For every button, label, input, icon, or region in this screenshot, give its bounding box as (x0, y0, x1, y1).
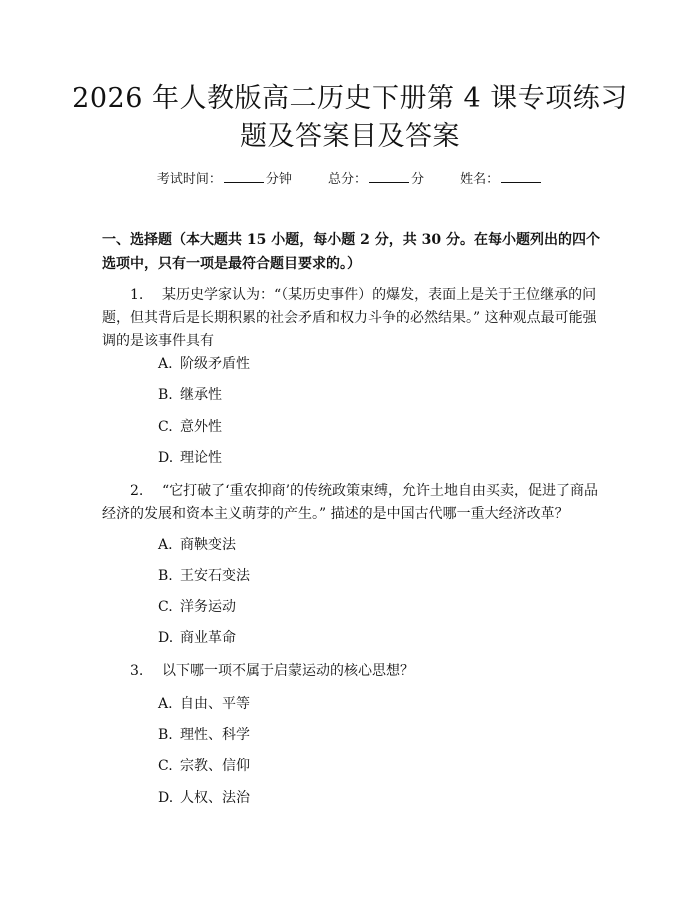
question-2-option-d (158, 628, 236, 648)
question-3-option-b (158, 725, 250, 745)
question-1 (102, 284, 602, 353)
option-letter: D. (158, 450, 174, 466)
option-text: 理论性 (180, 450, 222, 466)
option-text: 商鞅变法 (180, 537, 236, 553)
option-letter: A. (158, 356, 173, 372)
option-text: 理性、科学 (180, 727, 250, 743)
option-letter: B. (158, 387, 173, 403)
option-letter: A. (158, 537, 173, 553)
question-2-option-a (158, 535, 236, 555)
exam-time-unit: 分钟 (265, 172, 292, 187)
option-text: 人权、法治 (180, 790, 250, 806)
question-3-option-c (158, 756, 250, 776)
exam-time-label: 考试时间： (156, 172, 222, 187)
option-text: 王安石变法 (180, 568, 250, 584)
question-3-option-d (158, 788, 250, 808)
total-score-unit: 分 (411, 172, 425, 187)
exam-time-field (157, 168, 292, 187)
option-text: 自由、平等 (180, 696, 250, 712)
question-2-option-c (158, 597, 236, 617)
question-2 (102, 480, 602, 526)
option-text: 意外性 (180, 419, 222, 435)
document-title (0, 80, 700, 156)
question-1-option-b (158, 385, 222, 405)
question-2-number: 2. (130, 483, 144, 499)
total-score-blank (369, 170, 409, 183)
option-letter: D. (158, 790, 174, 806)
student-name-blank (501, 170, 541, 183)
question-1-option-a (158, 354, 250, 374)
question-1-number: 1. (130, 287, 144, 303)
student-name-field (460, 168, 543, 187)
option-letter: C. (158, 599, 173, 615)
option-letter: C. (158, 419, 173, 435)
question-2-text: “它打破了‘重农抑商’的传统政策束缚，允许土地自由买卖，促进了商品经济的发展和资本主义萌芽的产生。” 描述的是中国古代哪一重大经济改革？ (102, 483, 599, 522)
total-score-label: 总分： (327, 172, 367, 187)
section-heading: 一、选择题（本大题共 15 小题，每小题 2 分，共 30 分。在每小题列出的四个选项中，只有一项是最符合题目要求的。） (102, 232, 600, 272)
question-2-option-b (158, 566, 250, 586)
exam-info-line (0, 168, 700, 187)
question-1-option-c (158, 417, 222, 437)
option-text: 宗教、信仰 (180, 758, 250, 774)
student-name-label: 姓名： (460, 172, 500, 187)
question-3-option-a (158, 694, 250, 714)
option-letter: B. (158, 568, 173, 584)
option-letter: B. (158, 727, 173, 743)
option-text: 洋务运动 (180, 599, 236, 615)
question-3-text: 以下哪一项不属于启蒙运动的核心思想？ (162, 663, 414, 679)
question-1-text: 某历史学家认为：“（某历史事件）的爆发，表面上是关于王位继承的问题，但其背后是长期积累的社会矛盾和权力斗争的必然结果。” 这种观点最可能强调的是该事件具有 (102, 287, 597, 349)
option-text: 继承性 (180, 387, 222, 403)
exam-time-blank (224, 170, 264, 183)
option-letter: A. (158, 696, 173, 712)
question-3-number: 3. (130, 663, 144, 679)
question-1-option-d (158, 448, 222, 468)
title-line-2: 题及答案目及答案 (240, 121, 460, 152)
title-line-1: 2026 年人教版高二历史下册第 4 课专项练习 (72, 83, 628, 114)
total-score-field (328, 168, 424, 187)
option-text: 商业革命 (180, 630, 236, 646)
question-3 (102, 660, 602, 683)
option-letter: D. (158, 630, 174, 646)
option-text: 阶级矛盾性 (180, 356, 250, 372)
option-letter: C. (158, 758, 173, 774)
